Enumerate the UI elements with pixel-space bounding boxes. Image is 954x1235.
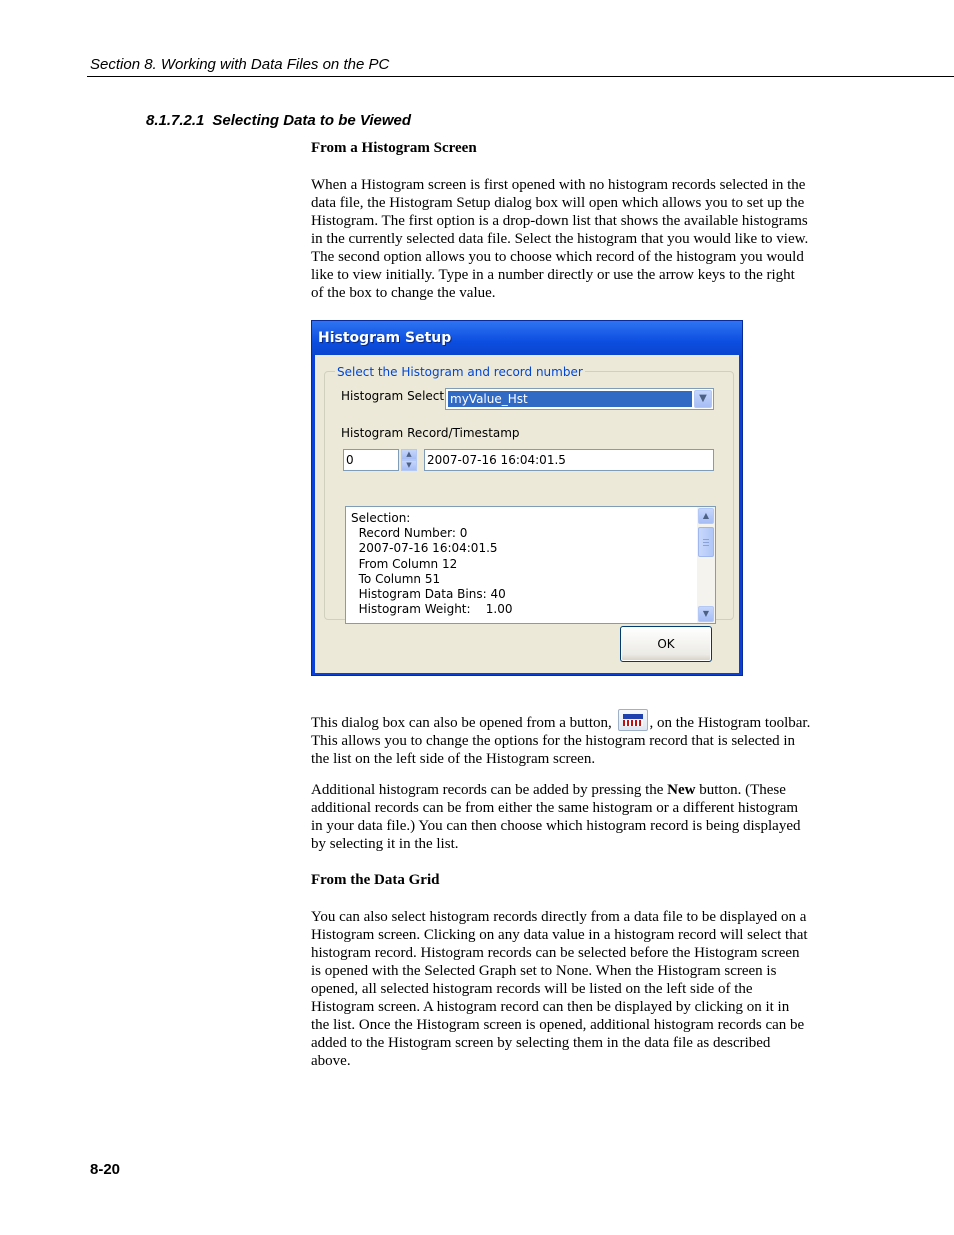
paragraph-new-button [311, 781, 811, 853]
record-number-input[interactable]: 0 [343, 449, 399, 471]
ok-button[interactable]: OK [620, 626, 712, 662]
new-button-term: New [667, 782, 696, 798]
selection-line: To Column 51 [351, 571, 441, 586]
header-rule [87, 76, 954, 77]
histogram-setup-toolbar-icon [618, 709, 648, 731]
selection-line: Record Number: 0 [351, 526, 468, 541]
dialog-titlebar[interactable] [312, 321, 742, 355]
selection-listbox[interactable] [345, 506, 716, 624]
scroll-thumb[interactable] [698, 527, 714, 557]
subheading-from-histogram: From a Histogram Screen [311, 140, 477, 156]
running-header: Section 8. Working with Data Files on the PC [90, 56, 390, 73]
groupbox-label: Select the Histogram and record number [337, 365, 583, 379]
chevron-down-icon[interactable]: ▼ [694, 390, 712, 408]
spin-up-icon[interactable]: ▲ [401, 449, 417, 460]
dialog-client-area [315, 355, 739, 673]
selection-line: From Column 12 [351, 556, 458, 571]
paragraph-histogram-intro: When a Histogram screen is first opened with no histogram records selected in the data file, the Histogram Setup dialog box will open which allows you to set up the Histogram. The first option is a drop-down list that shows the available histograms in the currently selected data file. Select the histogram that you would like to view. The second option allows you to choose which record of the histogram you would like to view initially. Type in a number directly or use the arrow keys to the right of the box to change the value. [311, 177, 809, 301]
section-title: Selecting Data to be Viewed [212, 112, 412, 129]
new-text-before: Additional histogram records can be added by pressing the [311, 782, 668, 798]
paragraph-toolbar-button [311, 709, 811, 768]
scroll-down-icon[interactable]: ▼ [698, 606, 714, 622]
histogram-select-label: Histogram Select [341, 389, 445, 403]
histogram-setup-dialog [311, 320, 743, 676]
timestamp-field[interactable]: 2007-07-16 16:04:01.5 [424, 449, 714, 471]
histogram-select-value: myValue_Hst [448, 391, 692, 407]
selection-line: Selection: [351, 511, 411, 525]
section-number: 8.1.7.2.1 [146, 112, 205, 129]
spin-down-icon[interactable]: ▼ [401, 460, 417, 471]
toolbar-text-after: , on the Histogram toolbar. This allows you to change the options for the histogram record that is selected in the list on the left side of the Histogram screen. [311, 715, 811, 767]
selection-line: Histogram Weight: 1.00 [351, 602, 513, 617]
record-timestamp-label: Histogram Record/Timestamp [341, 426, 520, 440]
selection-line: 2007-07-16 16:04:01.5 [351, 541, 498, 556]
toolbar-text-before: This dialog box can also be opened from a button, [311, 715, 616, 731]
paragraph-data-grid: You can also select histogram records directly from a data file to be displayed on a Histogram screen. Clicking on any data value in a histogram record will select that histogram record. Histogram records can be selected before the Histogram screen is opened with the Selected Graph set to None. When the Histogram screen is opened, all selected histogram records will be listed on the left side of the Histogram screen. A histogram record can then be displayed by clicking on it in the list. Once the Histogram screen is opened, additional histogram records can be added to the Histogram screen by selecting them in the data file as described above. [311, 909, 808, 1069]
histogram-select-dropdown[interactable] [445, 388, 714, 410]
selection-lines [351, 511, 513, 617]
new-text-after: button. (These additional records can be from either the same histogram or a different histogram in your data file.) You can then choose which histogram record is being displayed by selecting it in the list. [311, 782, 801, 852]
selection-line: Histogram Data Bins: 40 [351, 587, 506, 602]
subheading-from-data-grid: From the Data Grid [311, 872, 440, 888]
record-number-spinner[interactable] [401, 449, 417, 471]
section-heading [146, 112, 411, 129]
page-number: 8-20 [90, 1161, 121, 1178]
listbox-scrollbar[interactable] [697, 507, 715, 623]
dialog-title: Histogram Setup [318, 330, 452, 346]
scroll-up-icon[interactable]: ▲ [698, 508, 714, 524]
